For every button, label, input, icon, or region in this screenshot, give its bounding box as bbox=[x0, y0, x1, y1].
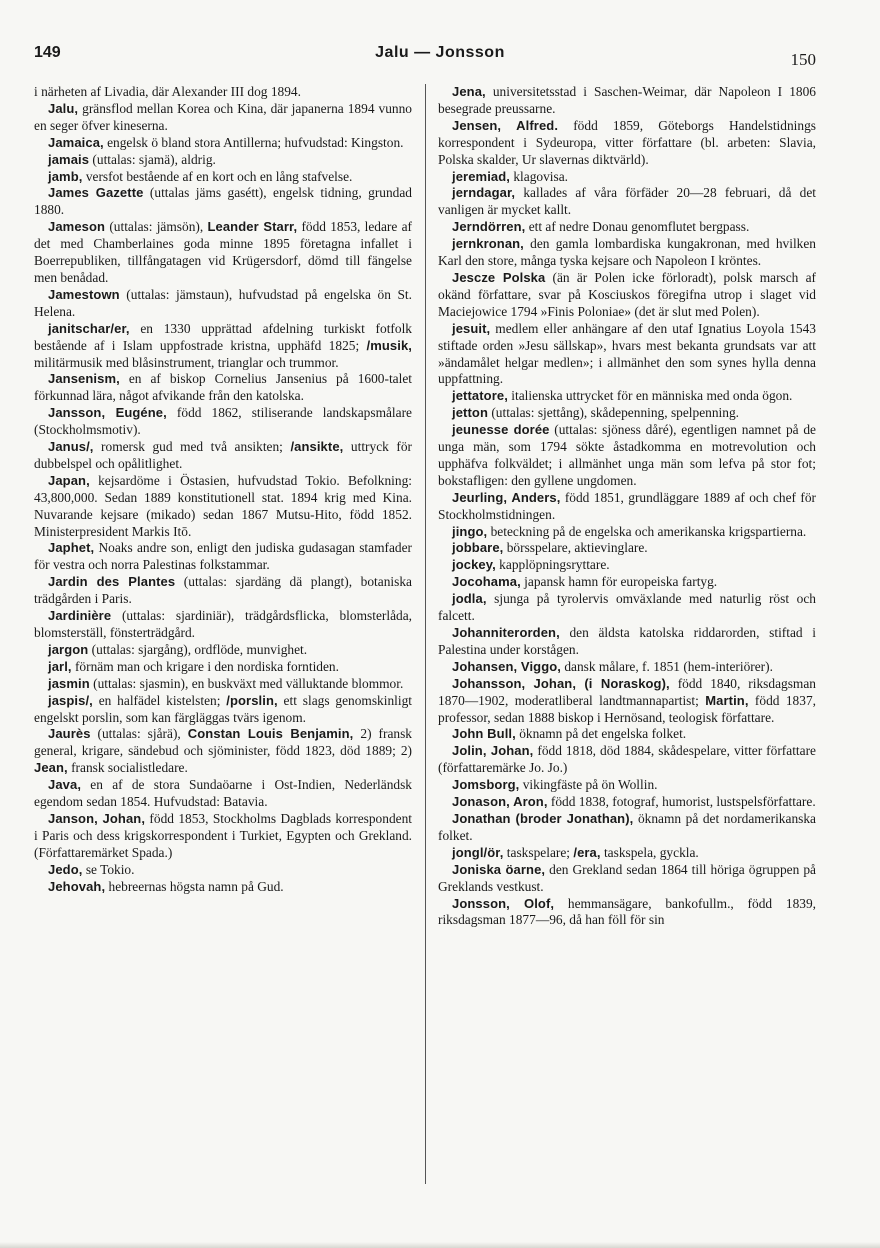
entry-headword: Jaurès bbox=[48, 726, 91, 742]
entry-headword: jerndagar, bbox=[452, 185, 516, 201]
dictionary-entry bbox=[438, 540, 816, 557]
dictionary-entry bbox=[438, 219, 816, 236]
entry-definition: (uttalas: sjardiniär), trädgårdsflicka, blomsterlåda, blomsterställ, fönsterträdgård. bbox=[34, 608, 412, 640]
entry-headword: jaspis/, bbox=[48, 692, 93, 708]
entry-headword: Jamaica, bbox=[48, 134, 104, 150]
entry-definition: (uttalas: sjårä), bbox=[90, 726, 188, 742]
entry-headword: Jalu, bbox=[48, 100, 79, 116]
dictionary-entry bbox=[34, 84, 412, 101]
dictionary-entry bbox=[438, 490, 816, 524]
entry-definition: född 1840, riksdagsman 1870—1902, moderatliberal landtmannapartist; bbox=[438, 675, 816, 708]
entry-headword: Johansson, Johan, (i Noraskog), bbox=[452, 675, 670, 691]
dictionary-entry bbox=[34, 879, 412, 896]
dictionary-entry bbox=[438, 388, 816, 405]
entry-headword: Jansson, Eugéne, bbox=[48, 405, 167, 421]
entry-headword: Johanniterorden, bbox=[452, 625, 560, 640]
entry-definition: född 1838, fotograf, humorist, lustspelsförfattare. bbox=[547, 794, 816, 810]
entry-definition: kejsardöme i Östasien, hufvudstad Tokio. Befolkning: 43,800,000. Sedan 1889 konstitutionell stat. 1894 krig med Kina. Nuvarande kejsare (mikado) sedan 1867 Mutsu-Hito, född 1852. Ministerpresident Markis Itō. bbox=[34, 472, 412, 539]
dictionary-entry bbox=[438, 118, 816, 169]
entry-definition: (uttalas: jämstaun), hufvudstad på engelska ön St. Helena. bbox=[34, 286, 412, 319]
entry-headword: jongl/ör, bbox=[452, 844, 504, 860]
entry-definition: (uttalas: sjardäng dä plangt), botaniska trädgården i Paris. bbox=[34, 574, 412, 607]
dictionary-entry bbox=[34, 135, 412, 152]
dictionary-entry bbox=[34, 642, 412, 659]
entry-definition: förnäm man och krigare i den nordiska forntiden. bbox=[71, 658, 339, 674]
dictionary-entry bbox=[34, 811, 412, 862]
dictionary-entry bbox=[34, 540, 412, 574]
entry-definition: öknamn på det engelska folket. bbox=[515, 726, 687, 742]
dictionary-entry bbox=[438, 726, 816, 743]
dictionary-entry bbox=[438, 591, 816, 625]
entry-definition: född 1853, Stockholms Dagblads korrespondent i Paris och dess krigskorrespondent i Turkiet, Egypten och Grekland. (Författaremärket Spada.) bbox=[34, 810, 412, 860]
entry-headword: /porslin, bbox=[226, 692, 278, 708]
entry-definition: kapplöpningsryttare. bbox=[495, 557, 610, 573]
entry-definition: sjunga på tyrolervis omväxlande med naturlig röst och falcett. bbox=[438, 591, 816, 624]
dictionary-entry bbox=[438, 896, 816, 930]
entry-headword: Joniska öarne, bbox=[452, 861, 546, 877]
dictionary-entry bbox=[34, 777, 412, 811]
entry-headword: Jean, bbox=[34, 760, 68, 776]
entry-headword: Jensen, Alfred. bbox=[452, 117, 559, 133]
entry-definition: börsspelare, aktievinglare. bbox=[503, 540, 648, 556]
entry-definition: (uttalas: jämsön), bbox=[105, 219, 208, 235]
entry-definition: fransk socialistledare. bbox=[67, 760, 188, 776]
dictionary-entry bbox=[438, 811, 816, 845]
dictionary-entry bbox=[34, 574, 412, 608]
entry-definition: 2) fransk general, krigare, sändebud och sjöminister, född 1823, död 1889; 2) bbox=[34, 726, 412, 759]
entry-definition: beteckning på de engelska och amerikanska krigspartierna. bbox=[487, 523, 807, 539]
entry-headword: Jocohama, bbox=[452, 574, 521, 590]
entry-headword: Jescze Polska bbox=[452, 269, 546, 285]
entry-definition: född 1859, Göteborgs Handelstidnings korrespondent i Sydeuropa, vitter författare (bl. arbeten: Slavia, Polska skalder, Ur slavernas diktvärld). bbox=[438, 117, 816, 167]
entry-headword: Jonathan (broder Jonathan), bbox=[452, 810, 634, 826]
entry-headword: Jardinière bbox=[48, 608, 112, 624]
entry-definition: (uttalas: sjasmin), en buskväxt med välluktande blommor. bbox=[89, 675, 404, 691]
entry-definition: hemmansägare, bankofullm., född 1839, riksdagsman 1877—96, då han föll för sin bbox=[438, 895, 816, 928]
entry-definition: hebreernas högsta namn på Gud. bbox=[105, 878, 284, 894]
dictionary-entry bbox=[438, 422, 816, 490]
entry-definition: klagovisa. bbox=[510, 168, 569, 184]
dictionary-entry bbox=[34, 287, 412, 321]
entry-headword: Constan Louis Benjamin, bbox=[187, 726, 354, 742]
entry-definition: taskspelare; bbox=[503, 844, 574, 860]
entry-headword: jamb, bbox=[48, 168, 83, 184]
entry-definition: vikingfäste på ön Wollin. bbox=[519, 777, 658, 793]
entry-definition: en 1330 upprättad afdelning turkiskt fotfolk bestående af i Islam uppfostrade kristna, upphäfd 1825; bbox=[34, 320, 412, 353]
entry-definition: ett slags genomskinligt engelskt porslin, som kan färgläggas tvärs igenom. bbox=[34, 692, 412, 725]
dictionary-entry bbox=[438, 321, 816, 389]
dictionary-entry bbox=[34, 152, 412, 169]
entry-definition: (uttalas: sjamä), aldrig. bbox=[89, 151, 216, 167]
entry-definition: (uttalas: sjöness dåré), egentligen namnet på de unga män, som 1794 sökte åstadkomma en motrevolution och upphäfva folkväldet; i allmänhet unga män som lefva på stor fot; bokstafligen: den gyllene ungdomen. bbox=[438, 422, 816, 488]
entry-headword: jetton bbox=[452, 405, 488, 421]
left-column bbox=[34, 84, 412, 896]
entry-headword: jockey, bbox=[452, 557, 496, 573]
entry-definition: den gamla lombardiska kungakronan, med hvilken Karl den store, många tyska kejsare och Napoleon I kröntes. bbox=[438, 236, 816, 269]
entry-definition: född 1837, professor, sedan 1888 biskop i Hernösand, teologisk författare. bbox=[438, 692, 816, 725]
entry-headword: John Bull, bbox=[452, 726, 516, 742]
dictionary-entry bbox=[438, 236, 816, 270]
entry-headword: Jonason, Aron, bbox=[452, 794, 548, 810]
entry-definition: japansk hamn för europeiska fartyg. bbox=[520, 574, 718, 590]
entry-definition: militärmusik med blåsinstrument, trianglar och trummor. bbox=[34, 354, 339, 370]
entry-definition: versfot bestående af en kort och en lång stafvelse. bbox=[82, 168, 353, 184]
entry-definition: italienska uttrycket för en människa med onda ögon. bbox=[507, 388, 793, 404]
dictionary-entry bbox=[438, 862, 816, 896]
entry-definition: en halfädel kistelsten; bbox=[92, 692, 227, 708]
dictionary-entry bbox=[34, 185, 412, 219]
entry-definition: född 1818, död 1884, skådespelare, vitter författare (författaremärke Jo. Jo.) bbox=[438, 743, 816, 776]
entry-definition: se Tokio. bbox=[82, 861, 135, 877]
entry-headword: janitschar/er, bbox=[48, 320, 130, 336]
dictionary-entry bbox=[34, 371, 412, 405]
entry-headword: jasmin bbox=[48, 675, 90, 691]
page-number-right: 150 bbox=[790, 50, 816, 69]
page-number-left: 149 bbox=[34, 44, 61, 61]
page-bottom-edge bbox=[0, 1242, 880, 1248]
entry-headword: jamais bbox=[48, 151, 90, 167]
entry-headword: Jedo, bbox=[48, 861, 83, 877]
entry-headword: jobbare, bbox=[452, 540, 504, 556]
entry-headword: Jerndörren, bbox=[452, 219, 526, 235]
entry-headword: Japhet, bbox=[48, 540, 95, 556]
entry-headword: Jena, bbox=[452, 84, 486, 99]
entry-headword: /musik, bbox=[366, 337, 412, 353]
entry-headword: Jardin des Plantes bbox=[48, 574, 176, 590]
dictionary-entry bbox=[438, 405, 816, 422]
dictionary-entry bbox=[34, 676, 412, 693]
entry-headword: Janus/, bbox=[48, 439, 94, 455]
entry-definition: gränsflod mellan Korea och Kina, där japanerna 1894 vunno en seger öfver kineserna. bbox=[34, 100, 412, 133]
entry-headword: jeunesse dorée bbox=[452, 422, 550, 438]
dictionary-entry bbox=[438, 625, 816, 659]
entry-definition: (uttalas: sjargång), ordflöde, munvighet. bbox=[88, 641, 308, 657]
entry-definition: kallades af våra förfäder 20—28 februari, då det vanligen är mycket kallt. bbox=[438, 185, 816, 218]
entry-headword: jarl, bbox=[48, 658, 72, 674]
dictionary-entry bbox=[34, 726, 412, 777]
entry-definition: öknamn på det nordamerikanska folket. bbox=[438, 810, 816, 843]
dictionary-entry bbox=[34, 862, 412, 879]
entry-definition: född 1862, stiliserande landskapsmålare (Stockholmsmotiv). bbox=[34, 405, 412, 438]
entry-headword: /ansikte, bbox=[290, 439, 344, 455]
entry-headword: Jameson bbox=[48, 219, 106, 235]
entry-headword: Janson, Johan, bbox=[48, 810, 146, 826]
entry-headword: Johansen, Viggo, bbox=[452, 658, 561, 674]
entry-definition: en af biskop Cornelius Jansenius på 1600-talet förkunnad lära, något afvikande från den katolska. bbox=[34, 371, 412, 404]
entry-headword: Japan, bbox=[48, 472, 90, 488]
dictionary-entry bbox=[438, 743, 816, 777]
entry-definition: (uttalas jäms gasétt), engelsk tidning, grundad 1880. bbox=[34, 185, 413, 218]
entry-headword: /era, bbox=[573, 844, 601, 860]
entry-definition: född 1853, ledare af det med Chamberlaines goda minne 1895 företagna infallet i Boerrepubliken, tillfångatagen vid Krügersdorf, dömd till fängelse men benådad. bbox=[34, 219, 412, 285]
dictionary-entry bbox=[438, 676, 816, 727]
entry-definition: dansk målare, f. 1851 (hem-interiörer). bbox=[561, 658, 773, 674]
entry-headword: Jonsson, Olof, bbox=[452, 895, 555, 911]
entry-headword: Leander Starr, bbox=[207, 219, 298, 235]
dictionary-entry bbox=[34, 693, 412, 727]
running-title: Jalu — Jonsson bbox=[375, 44, 505, 61]
entry-definition: (än är Polen icke förloradt), polsk marsch af okänd författare, svar på Kosciuskos föregifna utrop i slaget vid Maciejowice 1794 »Finis Poloniae» (det är slut med Polen). bbox=[438, 269, 816, 319]
dictionary-entry bbox=[438, 794, 816, 811]
right-column bbox=[438, 84, 816, 929]
entry-headword: Martin, bbox=[705, 692, 749, 708]
dictionary-entry bbox=[34, 169, 412, 186]
dictionary-entry bbox=[438, 169, 816, 186]
entry-definition: taskspela, gyckla. bbox=[600, 844, 699, 860]
dictionary-entry bbox=[438, 524, 816, 541]
entry-headword: Jeurling, Anders, bbox=[452, 489, 561, 505]
entry-definition: (uttalas: sjettång), skådepenning, spelpenning. bbox=[487, 405, 739, 421]
entry-definition: romersk gud med två ansikten; bbox=[93, 439, 291, 455]
dictionary-entry bbox=[34, 321, 412, 372]
dictionary-entry bbox=[438, 84, 816, 118]
dictionary-entry bbox=[438, 557, 816, 574]
dictionary-entry bbox=[34, 608, 412, 642]
page-header bbox=[0, 44, 880, 74]
dictionary-entry bbox=[438, 845, 816, 862]
entry-headword: Jansenism, bbox=[48, 371, 120, 387]
dictionary-entry bbox=[438, 270, 816, 321]
dictionary-entry bbox=[34, 101, 412, 135]
entry-headword: jeremiad, bbox=[452, 168, 510, 184]
entry-headword: Java, bbox=[48, 777, 82, 793]
dictionary-entry bbox=[438, 574, 816, 591]
entry-headword: jodla, bbox=[452, 591, 487, 607]
entry-definition: född 1851, grundläggare 1889 af och chef för Stockholmstidningen. bbox=[438, 489, 816, 522]
entry-headword: jernkronan, bbox=[452, 236, 524, 252]
entry-headword: Jamestown bbox=[48, 286, 120, 302]
entry-definition: universitetsstad i Saschen-Weimar, där Napoleon I 1806 besegrade preussarne. bbox=[438, 84, 816, 116]
entry-definition: Noaks andre son, enligt den judiska gudasagan stamfader för vestra och norra Palestinas folkstammar. bbox=[34, 540, 412, 573]
entry-definition: medlem eller anhängare af den utaf Ignatius Loyola 1543 stiftade orden »Jesu sällskap», hvars mest bekanta grundsats var att »ändamålet helgar medlen»; i allmänhet den som synes hylla denna uppfattning. bbox=[438, 320, 816, 387]
dictionary-entry bbox=[34, 219, 412, 287]
entry-definition: den äldsta katolska riddarorden, stiftad i Palestina under korstågen. bbox=[438, 625, 816, 657]
entry-definition: ett af nedre Donau genomflutet bergpass. bbox=[525, 219, 750, 235]
entry-headword: jesuit, bbox=[452, 320, 491, 336]
entry-headword: Jolin, Johan, bbox=[452, 743, 534, 759]
dictionary-entry bbox=[34, 405, 412, 439]
entry-definition: engelsk ö bland stora Antillerna; hufvudstad: Kingston. bbox=[103, 134, 404, 150]
entry-headword: Jehovah, bbox=[48, 878, 106, 894]
entry-headword: jingo, bbox=[452, 523, 488, 539]
entry-headword: Jomsborg, bbox=[452, 777, 520, 793]
dictionary-entry bbox=[34, 659, 412, 676]
dictionary-entry bbox=[438, 185, 816, 219]
dictionary-entry bbox=[34, 473, 412, 541]
entry-definition: den Grekland sedan 1864 till höriga ögruppen på Greklands vestkust. bbox=[438, 861, 816, 894]
entry-definition: uttryck för dubbelspel och opålitlighet. bbox=[34, 439, 412, 471]
entry-definition: en af de stora Sundaöarne i Ost-Indien, Nederländsk egendom sedan 1854. Hufvudstad: Batavia. bbox=[34, 777, 412, 810]
column-divider bbox=[425, 84, 426, 1184]
dictionary-entry bbox=[438, 659, 816, 676]
entry-definition: i närheten af Livadia, där Alexander III dog 1894. bbox=[34, 84, 301, 99]
entry-headword: James Gazette bbox=[48, 185, 144, 201]
entry-headword: jargon bbox=[48, 641, 89, 657]
entry-headword: jettatore, bbox=[452, 388, 508, 404]
dictionary-entry bbox=[438, 777, 816, 794]
dictionary-entry bbox=[34, 439, 412, 473]
